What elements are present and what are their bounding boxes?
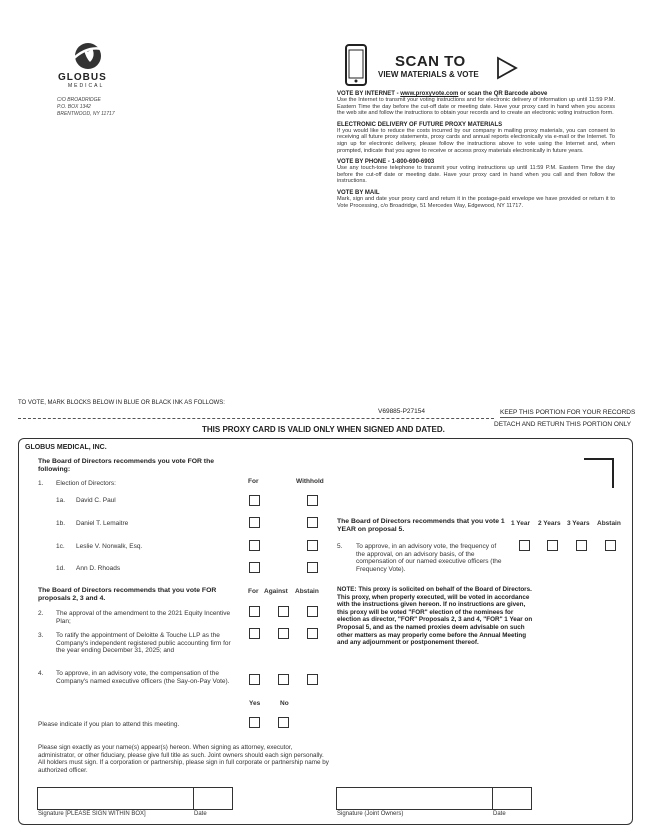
col-abstain-5: Abstain [597,520,621,527]
p3-for-checkbox[interactable] [249,628,260,639]
signature-label: Signature [PLEASE SIGN WITHIN BOX] [38,811,146,817]
internet-text: Use the Internet to transmit your voting instructions and for electronic delivery of information up until 11:59 P.M. Eastern Time the day before the cut-off date or meeting date. Have your proxy card in hand when you access the web site and follow the instructions to obtain your records and to create an electronic voting instruction form. [337,97,615,117]
return-address [57,97,115,118]
date-box[interactable] [193,787,233,810]
proposal-text: The approval of the amendment to the 2021 Equity Incentive Plan; [56,610,231,625]
col-1-year: 1 Year [511,520,531,527]
phone-text: Use any touch-tone telephone to transmit your voting instructions up until 11:59 P.M. Eastern Time the day before the cut-off date or meeting date. Have your proxy card in hand when you call and then follow the instructions. [337,165,615,185]
internet-heading: VOTE BY INTERNET - www.proxyvote.com or scan the QR Barcode above [337,91,548,97]
mail-heading: VOTE BY MAIL [337,189,380,196]
nominee-name: David C. Paul [76,497,116,504]
attend-no-checkbox[interactable] [278,717,289,728]
detach-portion: DETACH AND RETURN THIS PORTION ONLY [494,421,632,428]
col-3-years: 3 Years [567,520,590,527]
keep-portion: KEEP THIS PORTION FOR YOUR RECORDS [500,409,636,416]
voting-instructions [337,91,615,209]
col-against: Against [264,588,288,595]
logo-name: GLOBUS [58,72,107,83]
address-line: P.O. BOX 1342 [57,104,91,110]
p5-text: To approve, in an advisory vote, the frequency of the approval, on an advisory basis, of the compensation of our named executive officers (the Frequency Vote). [356,543,502,573]
col-withhold: Withhold [296,478,324,485]
proposal-num: 4. [38,670,44,677]
p5-3-years-checkbox[interactable] [576,540,587,551]
p4-against-checkbox[interactable] [278,674,289,685]
signature-box[interactable] [37,787,194,810]
globe-logo-icon [66,40,110,72]
address-line: C/O BROADRIDGE [57,97,101,103]
p1-num: 1. [38,480,44,487]
scan-title: SCAN TO [395,53,466,70]
nominee-1d-withhold-checkbox[interactable] [307,562,318,573]
p2-against-checkbox[interactable] [278,606,289,617]
nominee-num: 1d. [56,565,66,572]
p5-abstain-checkbox[interactable] [605,540,616,551]
board-rec-2: The Board of Directors recommends that you vote FOR proposals 2, 3 and 4. [38,587,217,602]
col-no: No [280,700,289,707]
p2-for-checkbox[interactable] [249,606,260,617]
nominee-1a-withhold-checkbox[interactable] [307,495,318,506]
electronic-heading: ELECTRONIC DELIVERY OF FUTURE PROXY MATERIALS [337,121,503,128]
nominee-1c-withhold-checkbox[interactable] [307,540,318,551]
col-abstain: Abstain [295,588,319,595]
nominee-num: 1b. [56,520,66,527]
nominee-num: 1c. [56,543,65,550]
date-label: Date [194,811,207,817]
proposal-num: 3. [38,632,44,639]
address-line: BRENTWOOD, NY 11717 [57,111,115,117]
proposal-text: To ratify the appointment of Deloitte & Touche LLP as the Company's independent registered public accounting firm for the year ending December 31, 2025; and [56,632,231,654]
board-rec-3: The Board of Directors recommends that you vote 1 YEAR on proposal 5. [337,518,505,533]
scan-subtitle: VIEW MATERIALS & VOTE [378,70,479,79]
p5-1-year-checkbox[interactable] [519,540,530,551]
nominee-1d-for-checkbox[interactable] [249,562,260,573]
col-for: For [248,478,259,485]
col-yes: Yes [249,700,261,707]
joint-date-label: Date [493,811,506,817]
nominee-num: 1a. [56,497,66,504]
logo-sub: MEDICAL [68,83,105,89]
proposal-num: 2. [38,610,44,617]
p2-abstain-checkbox[interactable] [307,606,318,617]
p3-against-checkbox[interactable] [278,628,289,639]
joint-date-box[interactable] [492,787,532,810]
proxyvote-link[interactable]: www.proxyvote.com [400,91,459,97]
corner-mark [584,458,614,488]
col-2-years: 2 Years [538,520,561,527]
joint-signature-label: Signature (Joint Owners) [337,811,404,817]
nominee-name: Ann D. Rhoads [76,565,121,572]
nominee-name: Daniel T. Lemaitre [76,520,129,527]
attend-yes-checkbox[interactable] [249,717,260,728]
p4-abstain-checkbox[interactable] [307,674,318,685]
p5-num: 5. [337,543,343,550]
electronic-text: If you would like to reduce the costs incurred by our company in mailing proxy materials, you can consent to receiving all future proxy statements, proxy cards and annual reports electronically via e-mail or the Internet. To sign up for electronic delivery, please follow the instructions above to vote using the Internet and, when prompted, indicate that you agree to receive or access proxy materials electronically in future years. [337,127,615,154]
phone-icon [345,44,367,86]
sign-instructions: Please sign exactly as your name(s) appear(s) hereon. When signing as attorney, executor, administrator, or other fiduciary, please give full title as such. Joint owners should each sign personally. All holders must sign. If a corporation or partnership, please sign in full corporate or partnership name by authorized officer. [38,744,329,774]
detach-line [18,418,494,419]
p3-abstain-checkbox[interactable] [307,628,318,639]
proposal-text: To approve, in an advisory vote, the compensation of the Company's named executive officers (the Say-on-Pay Vote). [56,670,230,685]
nominee-1a-for-checkbox[interactable] [249,495,260,506]
mail-text: Mark, sign and date your proxy card and return it in the postage-paid envelope we have provided or return it to Vote Processing, c/o Broadridge, 51 Mercedes Way, Edgewood, NY 11717. [337,195,615,209]
phone-heading: VOTE BY PHONE - 1-800-690-6903 [337,159,435,166]
nominee-1b-withhold-checkbox[interactable] [307,517,318,528]
nominee-1c-for-checkbox[interactable] [249,540,260,551]
p5-2-years-checkbox[interactable] [547,540,558,551]
ink-instruction: TO VOTE, MARK BLOCKS BELOW IN BLUE OR BLACK INK AS FOLLOWS: [18,400,225,406]
keep-underline [500,417,630,418]
valid-notice: THIS PROXY CARD IS VALID ONLY WHEN SIGNED AND DATED. [202,425,445,434]
p4-for-checkbox[interactable] [249,674,260,685]
p1-label: Election of Directors: [56,480,116,487]
joint-signature-box[interactable] [336,787,493,810]
col-for-2: For [248,588,259,595]
company-logo [58,40,120,89]
arrow-icon [496,56,518,80]
attend-question: Please indicate if you plan to attend this meeting. [38,721,180,728]
control-number: V69885-P27154 [378,408,425,415]
card-company: GLOBUS MEDICAL, INC. [25,444,107,451]
board-rec-1: The Board of Directors recommends you vote FOR the following: [38,458,214,473]
nominee-1b-for-checkbox[interactable] [249,517,260,528]
nominee-name: Leslie V. Norwalk, Esq. [76,543,143,550]
proxy-note: NOTE: This proxy is solicited on behalf of the Board of Directors. This proxy, when properly executed, will be voted in accordance with the instructions given hereon. If no instructions are given, this proxy will be voted "FOR" election of the nominees for election as director, "FOR" Proposals 2, 3 and 4, "FOR" 1 Year on Proposal 5, and as the named proxies deem advisable on such other matters as may properly come before the Annual Meeting and any adjournment or postponement thereof. [337,586,533,647]
